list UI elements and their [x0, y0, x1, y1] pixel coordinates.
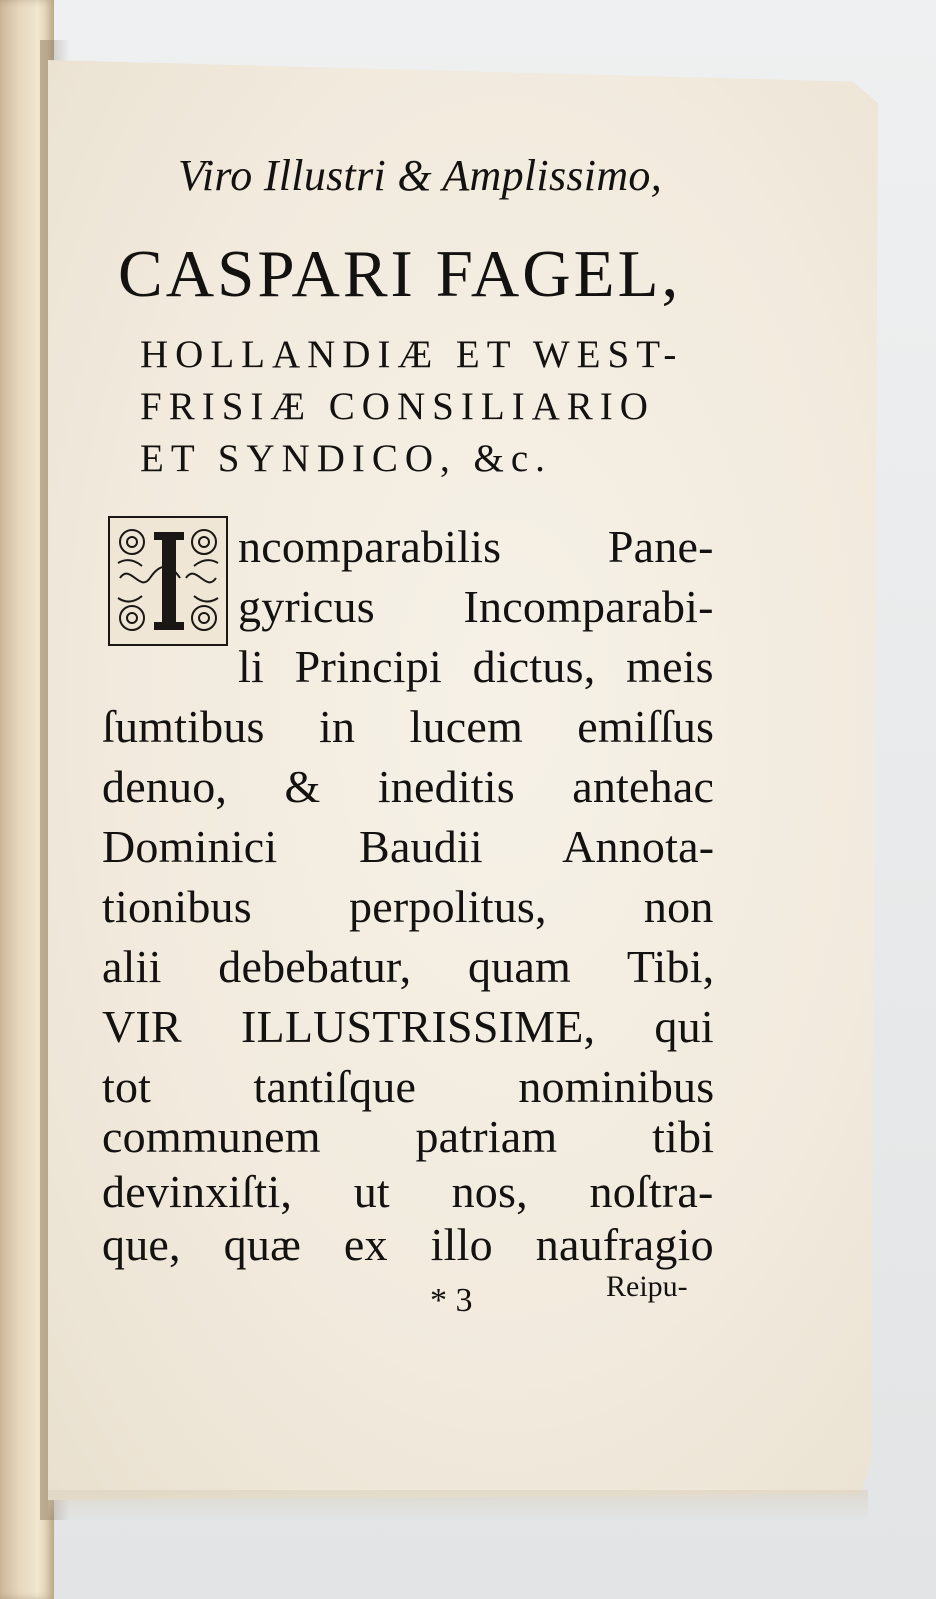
- title-line-2: FRISIÆ CONSILIARIO: [140, 385, 655, 428]
- page-bottom-edge: [48, 1490, 868, 1520]
- signature-mark: * 3: [430, 1282, 473, 1319]
- ornamental-drop-cap: [108, 516, 228, 646]
- body-line-13: que, quæ ex illo naufragio: [102, 1219, 714, 1270]
- dedication-line: Viro Illustri & Amplissimo,: [178, 151, 663, 200]
- body-line-12: devinxiſti, ut nos, noſtra-: [102, 1166, 714, 1217]
- title-line-1: HOLLANDIÆ ET WEST-: [140, 333, 684, 376]
- floral-initial-icon: [110, 518, 226, 644]
- body-line-1: ncomparabilis Pane-: [238, 521, 714, 572]
- catchword: Reipu-: [606, 1270, 688, 1303]
- body-line-8: alii debebatur, quam Tibi,: [102, 941, 715, 992]
- body-line-10: tot tantiſque nominibus: [102, 1061, 715, 1112]
- body-line-5: denuo, & ineditis antehac: [102, 761, 715, 812]
- body-line-11: communem patriam tibi: [102, 1111, 715, 1162]
- body-line-7: tionibus perpolitus, non: [102, 881, 714, 932]
- body-line-3: li Principi dictus, meis: [238, 641, 714, 692]
- body-line-9: VIR ILLUSTRISSIME, qui: [102, 1001, 714, 1052]
- recipient-name: CASPARI FAGEL,: [118, 237, 682, 311]
- body-line-4: ſumtibus in lucem emiſſus: [102, 701, 715, 752]
- body-line-2: gyricus Incomparabi-: [238, 581, 714, 632]
- title-line-3: ET SYNDICO, &c.: [140, 437, 552, 480]
- body-line-6: Dominici Baudii Annota-: [102, 821, 715, 872]
